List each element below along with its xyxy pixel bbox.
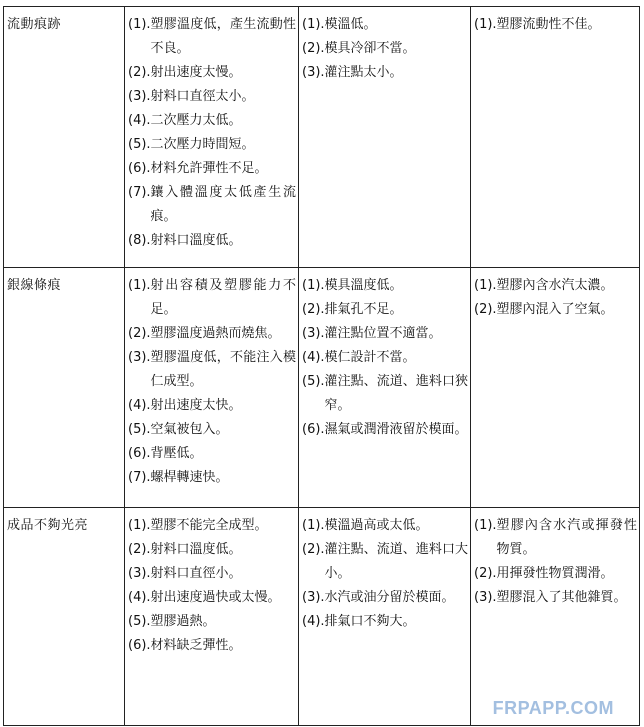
cause-number: (3). xyxy=(302,326,325,341)
cause-item xyxy=(302,61,468,85)
cause-number: (7). xyxy=(128,185,151,200)
cause-text: 模具冷卻不當。 xyxy=(324,41,416,56)
cause-text: 射出速度太快。 xyxy=(150,398,242,413)
defect-cause-table xyxy=(3,6,640,726)
material-cause-cell xyxy=(471,268,640,508)
cause-item xyxy=(302,346,468,370)
cause-text: 塑膠混入了其他雜質。 xyxy=(496,590,627,605)
cause-number: (6). xyxy=(128,161,151,176)
machine-cause-cell xyxy=(125,508,299,726)
cause-number: (6). xyxy=(302,422,325,437)
cause-text: 模溫低。 xyxy=(324,17,377,32)
cause-number: (2). xyxy=(474,566,497,581)
cause-text: 空氣被包入。 xyxy=(150,422,229,437)
defect-name-cell: 流動痕跡 xyxy=(4,7,125,268)
cause-item xyxy=(128,181,296,229)
cause-text: 螺桿轉速快。 xyxy=(150,470,229,485)
cause-number: (7). xyxy=(128,470,151,485)
cause-text: 材料允許彈性不足。 xyxy=(150,161,268,176)
cause-text: 塑膠溫度低，不能注入模仁成型。 xyxy=(150,350,296,389)
cause-item xyxy=(474,13,637,37)
cause-item xyxy=(302,586,468,610)
cause-number: (6). xyxy=(128,638,151,653)
cause-item xyxy=(128,61,296,85)
table-row xyxy=(4,7,640,268)
cause-item xyxy=(474,562,637,586)
cause-text: 射料口溫度低。 xyxy=(150,233,242,248)
cause-number: (3). xyxy=(128,89,151,104)
cause-item xyxy=(128,322,296,346)
cause-item xyxy=(128,586,296,610)
mold-cause-cell xyxy=(299,268,471,508)
cause-item xyxy=(128,514,296,538)
cause-text: 鑲入體溫度太低產生流痕。 xyxy=(150,185,296,224)
cause-number: (5). xyxy=(128,137,151,152)
cause-item xyxy=(302,37,468,61)
cause-number: (5). xyxy=(128,422,151,437)
cause-number: (2). xyxy=(302,41,325,56)
cause-item xyxy=(128,394,296,418)
cause-number: (8). xyxy=(128,233,151,248)
cause-number: (6). xyxy=(128,446,151,461)
cause-number: (4). xyxy=(128,590,151,605)
cause-item xyxy=(128,442,296,466)
cause-text: 模溫過高或太低。 xyxy=(324,518,429,533)
cause-item xyxy=(474,514,637,562)
cause-item xyxy=(128,109,296,133)
material-cause-cell xyxy=(471,508,640,726)
cause-item xyxy=(302,13,468,37)
cause-text: 塑膠流動性不佳。 xyxy=(496,17,601,32)
cause-number: (4). xyxy=(302,350,325,365)
cause-text: 二次壓力太低。 xyxy=(150,113,242,128)
cause-item xyxy=(302,322,468,346)
mold-cause-cell xyxy=(299,508,471,726)
defect-name-cell: 銀線條痕 xyxy=(4,268,125,508)
table-row xyxy=(4,508,640,726)
cause-number: (4). xyxy=(302,614,325,629)
cause-item xyxy=(128,229,296,253)
cause-text: 模具溫度低。 xyxy=(324,278,403,293)
cause-text: 塑膠溫度過熱而燒焦。 xyxy=(150,326,281,341)
cause-number: (1). xyxy=(474,278,497,293)
table-row xyxy=(4,268,640,508)
cause-text: 塑膠內含水汽或揮發性物質。 xyxy=(496,518,637,557)
machine-cause-cell xyxy=(125,7,299,268)
cause-item xyxy=(302,538,468,586)
cause-number: (1). xyxy=(474,518,497,533)
cause-text: 射料口溫度低。 xyxy=(150,542,242,557)
cause-number: (2). xyxy=(302,542,325,557)
cause-text: 背壓低。 xyxy=(150,446,203,461)
cause-item xyxy=(128,418,296,442)
mold-cause-cell xyxy=(299,7,471,268)
cause-text: 塑膠內混入了空氣。 xyxy=(496,302,614,317)
cause-item xyxy=(128,562,296,586)
cause-number: (1). xyxy=(302,278,325,293)
cause-item xyxy=(128,466,296,490)
cause-number: (3). xyxy=(302,65,325,80)
cause-item xyxy=(302,370,468,418)
cause-number: (2). xyxy=(302,302,325,317)
cause-text: 用揮發性物質潤滑。 xyxy=(496,566,614,581)
cause-text: 射料口直徑太小。 xyxy=(150,89,255,104)
cause-number: (3). xyxy=(302,590,325,605)
cause-item xyxy=(128,634,296,658)
cause-item xyxy=(302,418,468,442)
cause-text: 排氣孔不足。 xyxy=(324,302,403,317)
cause-number: (2). xyxy=(474,302,497,317)
cause-text: 灌注點、流道、進料口狹窄。 xyxy=(324,374,468,413)
defect-name-cell: 成品不夠光亮 xyxy=(4,508,125,726)
cause-item xyxy=(128,610,296,634)
cause-number: (1). xyxy=(302,17,325,32)
cause-number: (5). xyxy=(128,614,151,629)
cause-item xyxy=(474,586,637,610)
cause-text: 灌注點、流道、進料口大小。 xyxy=(324,542,468,581)
cause-text: 塑膠內含水汽太濃。 xyxy=(496,278,614,293)
cause-item xyxy=(128,85,296,109)
cause-number: (2). xyxy=(128,542,151,557)
cause-item xyxy=(302,298,468,322)
cause-text: 水汽或油分留於模面。 xyxy=(324,590,455,605)
cause-text: 排氣口不夠大。 xyxy=(324,614,416,629)
cause-item xyxy=(128,133,296,157)
cause-text: 射出容積及塑膠能力不足。 xyxy=(150,278,296,317)
cause-text: 射出速度太慢。 xyxy=(150,65,242,80)
cause-number: (4). xyxy=(128,113,151,128)
cause-item xyxy=(128,274,296,322)
cause-item xyxy=(302,274,468,298)
cause-number: (5). xyxy=(302,374,325,389)
cause-item xyxy=(474,274,637,298)
cause-text: 模仁設計不當。 xyxy=(324,350,416,365)
cause-number: (3). xyxy=(474,590,497,605)
cause-text: 濕氣或潤滑液留於模面。 xyxy=(324,422,468,437)
cause-text: 二次壓力時間短。 xyxy=(150,137,255,152)
material-cause-cell xyxy=(471,7,640,268)
cause-text: 射出速度過快或太慢。 xyxy=(150,590,281,605)
cause-item xyxy=(128,157,296,181)
cause-item xyxy=(128,346,296,394)
cause-text: 灌注點位置不適當。 xyxy=(324,326,442,341)
cause-number: (1). xyxy=(128,17,151,32)
cause-number: (2). xyxy=(128,326,151,341)
cause-number: (3). xyxy=(128,566,151,581)
cause-text: 塑膠過熱。 xyxy=(150,614,216,629)
machine-cause-cell xyxy=(125,268,299,508)
cause-number: (1). xyxy=(474,17,497,32)
cause-number: (1). xyxy=(128,278,151,293)
cause-number: (1). xyxy=(302,518,325,533)
cause-text: 射料口直徑小。 xyxy=(150,566,242,581)
cause-number: (1). xyxy=(128,518,151,533)
cause-text: 灌注點太小。 xyxy=(324,65,403,80)
cause-number: (2). xyxy=(128,65,151,80)
cause-text: 塑膠不能完全成型。 xyxy=(150,518,268,533)
watermark-logo: FRPAPP.COM xyxy=(492,698,614,718)
cause-number: (4). xyxy=(128,398,151,413)
cause-text: 材料缺乏彈性。 xyxy=(150,638,242,653)
cause-item xyxy=(474,298,637,322)
cause-item xyxy=(302,514,468,538)
cause-item xyxy=(128,13,296,61)
cause-number: (3). xyxy=(128,350,151,365)
cause-text: 塑膠溫度低，產生流動性不良。 xyxy=(150,17,296,56)
cause-item xyxy=(302,610,468,634)
cause-item xyxy=(128,538,296,562)
